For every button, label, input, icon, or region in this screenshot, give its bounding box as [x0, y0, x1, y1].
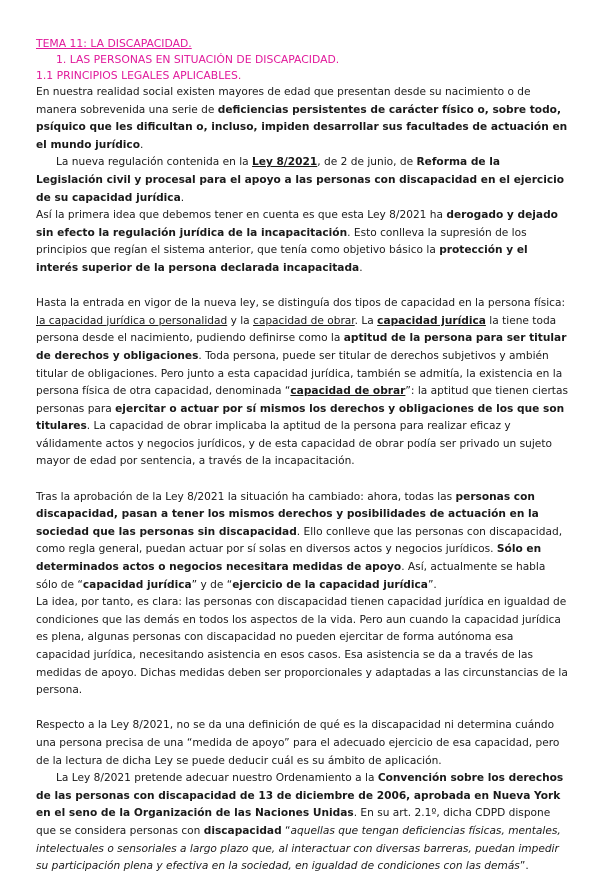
paragraph-the-idea: La idea, por tanto, es clara: las personas con discapacidad tienen capacidad jurídica en igualdad de condiciones que las demás en todos los aspectos de la vida. Pero aun cuando la capacidad jurídica es plena, algunas personas con discapacidad no pueden ejercitar de forma autónoma esa capacidad jurídica, necesitando asistencia en esos casos. Esa asistencia se da a través de las medidas de apoyo. Dichas medidas deben ser proporcionales y adaptadas a las circunstancias de la persona.: [36, 596, 568, 697]
paragraph-convention: La Ley 8/2021 pretende adecuar nuestro Ordenamiento a la Convención sobre los derechos de las personas con discapacidad de 13 de diciembre de 2006, aprobada en Nueva York en el seno de la Organización de las Naciones Unidas. En su art. 2.1º, dicha CDPD dispone que se considera personas con discapacidad “aquellas que tengan deficiencias físicas, mentales, intelectuales o sensoriales a largo plazo que, al interactuar con diversas barreras, puedan impedir su participación plena y efectiva en la sociedad, en igualdad de condiciones con las demás”.: [36, 772, 564, 873]
paragraph-new-regulation: La nueva regulación contenida en la Ley 8/2021, de 2 de junio, de Reforma de la Legislación civil y procesal para el apoyo a las personas con discapacidad en el ejercicio de su capacidad jurídica.: [36, 156, 565, 204]
paragraph-capacity-types: Hasta la entrada en vigor de la nueva ley, se distinguía dos tipos de capacidad en la persona física: la capacidad jurídica o personalidad y la capacidad de obrar. La capacidad jurídica la tiene toda persona desde el nacimiento, pudiendo definirse como la aptitud de la persona para ser titular de derechos y obligaciones. Toda persona, puede ser titular de derechos subjetivos y ambién titular de obligaciones. Pero junto a esta capacidad jurídica, también se admitía, la existencia en la persona física de otra capacidad, denominada “capacidad de obrar”: la aptitud que tienen ciertas personas para ejercitar o actuar por sí mismos los derechos y obligaciones de los que son titulares. La capacidad de obrar implicaba la aptitud de la persona para realizar eficaz y válidamente actos y negocios jurídicos, y de esta capacidad de obrar podía ser privado un sujeto mayor de edad por sentencia, a través de la incapacitación.: [36, 297, 568, 468]
topic-title: TEMA 11: LA DISCAPACIDAD.: [36, 37, 192, 50]
paragraph-intro: En nuestra realidad social existen mayores de edad que presentan desde su nacimiento o de manera sobrevenida una serie de deficiencias persistentes de carácter físico o, sobre todo, psíquico que les dificultan o, incluso, impiden desarrollar sus facultades de actuación en el mundo jurídico.: [36, 86, 568, 151]
paragraph-definition: Respecto a la Ley 8/2021, no se da una definición de qué es la discapacidad ni determina cuándo una persona precisa de una “medida de apoyo” para el adecuado ejercicio de esa capacidad, pero de la lectura de dicha Ley se puede deducir cuál es su ámbito de aplicación.: [36, 719, 560, 767]
subsection-heading: 1.1 PRINCIPIOS LEGALES APLICABLES.: [36, 69, 242, 82]
paragraph-after-approval: Tras la aprobación de la Ley 8/2021 la situación ha cambiado: ahora, todas las personas con discapacidad, pasan a tener los mismos derechos y posibilidades de actuación en la sociedad que las personas sin discapacidad. Ello conlleve que las personas con discapacidad, como regla general, puedan actuar por sí solas en diversos actos y negocios jurídicos. Sólo en determinados actos o negocios necesitara medidas de apoyo. Así, actualmente se habla sólo de “capacidad jurídica” y de “ejercicio de la capacidad jurídica”.: [36, 490, 563, 591]
paragraph-first-idea: Así la primera idea que debemos tener en cuenta es que esta Ley 8/2021 ha derogado y dejado sin efecto la regulación jurídica de la incapacitación. Esto conlleva la supresión de los principios que regían el sistema anterior, que tenía como objetivo básico la protección y el interés superior de la persona declarada incapacitada.: [36, 209, 558, 274]
section-heading: 1. LAS PERSONAS EN SITUACIÓN DE DISCAPACIDAD.: [56, 53, 340, 66]
